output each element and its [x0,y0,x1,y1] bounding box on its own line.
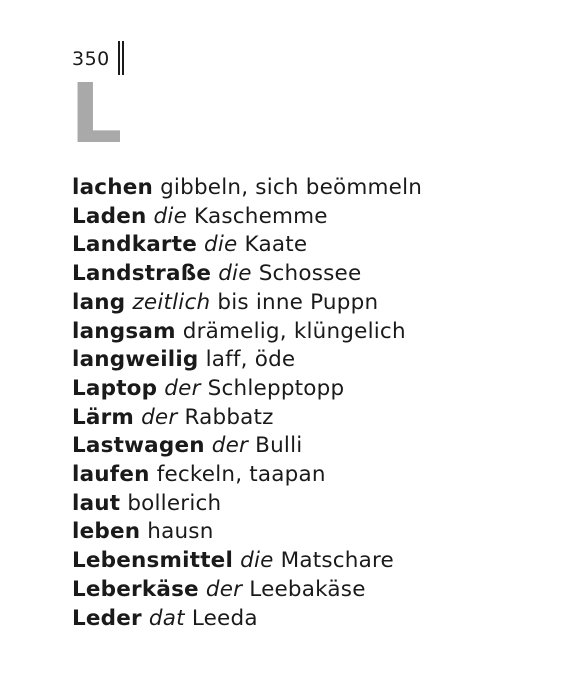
page-number: 350 [72,48,110,70]
entry-translation: Rabbatz [184,404,274,430]
entry-translation: gibbeln, sich beömmeln [160,175,423,200]
entry-translation: bollerich [127,490,222,516]
dictionary-entry [72,260,422,289]
entry-translation: feckeln, taapan [156,462,326,488]
entry-article: der [164,375,201,401]
entry-article: dat [148,605,185,631]
entry-article: die [218,261,252,287]
entry-headword: Laptop [72,375,158,401]
dictionary-entry [72,605,422,634]
entry-translation: bis inne Puppn [217,289,379,315]
entry-translation: Bulli [255,433,303,459]
entry-headword: leben [72,519,141,545]
dictionary-entry [72,404,422,433]
entry-translation: Matschare [280,548,394,574]
dictionary-entry [72,375,422,404]
dictionary-entry [72,174,422,203]
entry-headword: Landkarte [72,232,197,258]
entry-headword: lang [72,289,126,315]
entry-translation: Leebakäse [249,576,366,602]
dictionary-entry [72,231,422,260]
entry-article: die [204,232,238,258]
entry-article: der [205,576,243,602]
dictionary-entry [72,318,422,347]
entry-headword: Leberkäse [72,576,199,602]
entry-translation: Schlepptopp [207,375,345,401]
entry-translation: Kaschemme [194,203,328,229]
entry-headword: laut [72,490,121,516]
entry-translation: drämelig, klüngelich [182,318,406,344]
dictionary-entry [72,576,422,605]
entry-article: der [211,433,249,459]
entry-translation: laff, öde [205,347,296,373]
dictionary-entry [72,432,422,461]
entry-headword: Laden [72,203,147,229]
dictionary-entry [72,490,422,519]
dictionary-entry [72,289,422,318]
entry-headword: Lastwagen [72,433,205,459]
entry-headword: lachen [72,175,154,200]
dictionary-entry [72,203,422,232]
entry-translation: Schossee [258,261,362,287]
entry-translation: Leeda [191,605,258,631]
section-letter: L [70,67,123,162]
page-number-divider [122,41,124,75]
entry-headword: langsam [72,318,176,344]
dictionary-entry [72,518,422,547]
entry-translation: Kaate [244,232,308,258]
entry-translation: hausn [147,519,214,545]
entry-headword: langweilig [72,347,199,373]
entry-headword: Lebensmittel [72,548,234,574]
entry-headword: Leder [72,605,142,631]
entry-article: die [153,203,187,229]
entry-headword: laufen [72,462,150,488]
entry-article: zeitlich [132,289,211,315]
entry-article: der [141,404,178,430]
dictionary-entry [72,547,422,576]
dictionary-entry [72,346,422,375]
dictionary-entry [72,461,422,490]
entry-article: die [240,548,274,574]
entry-headword: Lärm [72,404,135,430]
entry-headword: Landstraße [72,261,212,287]
dictionary-entries [72,174,422,633]
